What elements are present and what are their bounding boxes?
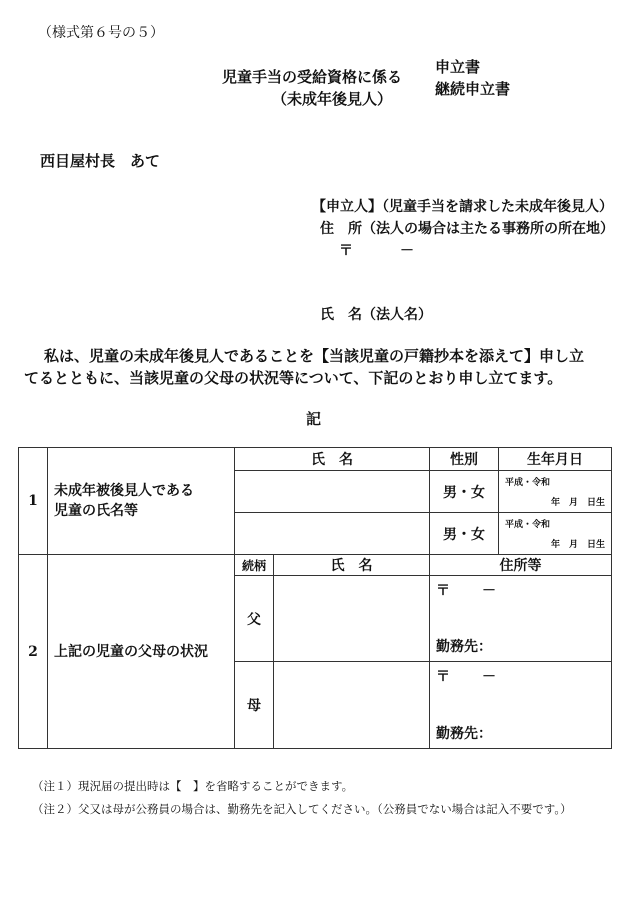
mother-name-field[interactable] [274, 662, 430, 749]
postal-dash: － [400, 243, 414, 259]
child-dob-header: 生年月日 [499, 448, 612, 471]
child-sex-header: 性別 [430, 448, 499, 471]
father-workplace-label: 勤務先： [436, 639, 492, 655]
section1-number: 1 [19, 448, 48, 555]
details-table [18, 447, 612, 749]
title-line1: 児童手当の受給資格に係る [222, 68, 403, 86]
child-2-era-label: 平成・令和 [505, 520, 551, 530]
child-2-ymd-label: 年 月 日生 [550, 540, 605, 550]
ki-heading: 記 [306, 410, 322, 428]
note-2: （注２）父又は母が公務員の場合は、勤務先を記入してください。（公務員でない場合は記入不要です。） [32, 802, 572, 816]
mother-workplace-label: 勤務先： [436, 726, 492, 742]
mother-postal-mark: 〒 [436, 669, 450, 685]
father-postal-dash: － [482, 583, 496, 599]
applicant-address-label: 住 所（法人の場合は主たる事務所の所在地） [320, 221, 614, 237]
child-1-name-field[interactable] [235, 471, 430, 513]
section1-label-line2: 児童の氏名等 [54, 503, 138, 519]
addressee: 西目屋村長 あて [40, 152, 161, 170]
relation-header: 続柄 [235, 555, 274, 576]
child-2-sex-field[interactable]: 男・女 [430, 513, 499, 555]
mother-address-field[interactable] [430, 662, 612, 749]
section2-label: 上記の児童の父母の状況 [48, 555, 235, 749]
statement-line2: てるとともに、当該児童の父母の状況等について、下記のとおり申し立てます。 [24, 369, 563, 387]
child-1-sex-field[interactable]: 男・女 [430, 471, 499, 513]
father-postal-mark: 〒 [436, 583, 450, 599]
parent-name-header: 氏 名 [274, 555, 430, 576]
father-name-field[interactable] [274, 576, 430, 662]
postal-mark: 〒 [339, 243, 353, 259]
note-1: （注１）現況届の提出時は【 】を省略することができます。 [32, 779, 354, 793]
child-2-name-field[interactable] [235, 513, 430, 555]
mother-postal-dash: － [482, 669, 496, 685]
section2-number: 2 [19, 555, 48, 749]
child-name-header: 氏 名 [235, 448, 430, 471]
child-2-dob-field[interactable] [499, 513, 612, 555]
title-choice-continuation: 継続申立書 [435, 80, 511, 98]
statement-line1: 私は、児童の未成年後見人であることを【当該児童の戸籍抄本を添えて】申し立 [44, 347, 585, 365]
section1-label-line1: 未成年被後見人である [54, 483, 194, 499]
mother-relation: 母 [235, 662, 274, 749]
applicant-heading: 【申立人】（児童手当を請求した未成年後見人） [312, 199, 613, 215]
applicant-name-label: 氏 名（法人名） [320, 307, 432, 323]
title-choice-application: 申立書 [435, 58, 481, 76]
child-1-ymd-label: 年 月 日生 [550, 498, 605, 508]
section1-label [48, 448, 235, 555]
title-line2: （未成年後見人） [272, 90, 393, 108]
father-relation: 父 [235, 576, 274, 662]
parent-address-header: 住所等 [430, 555, 612, 576]
father-address-field[interactable] [430, 576, 612, 662]
form-number: （様式第６号の５） [38, 25, 164, 41]
child-1-era-label: 平成・令和 [505, 478, 551, 488]
child-1-dob-field[interactable] [499, 471, 612, 513]
